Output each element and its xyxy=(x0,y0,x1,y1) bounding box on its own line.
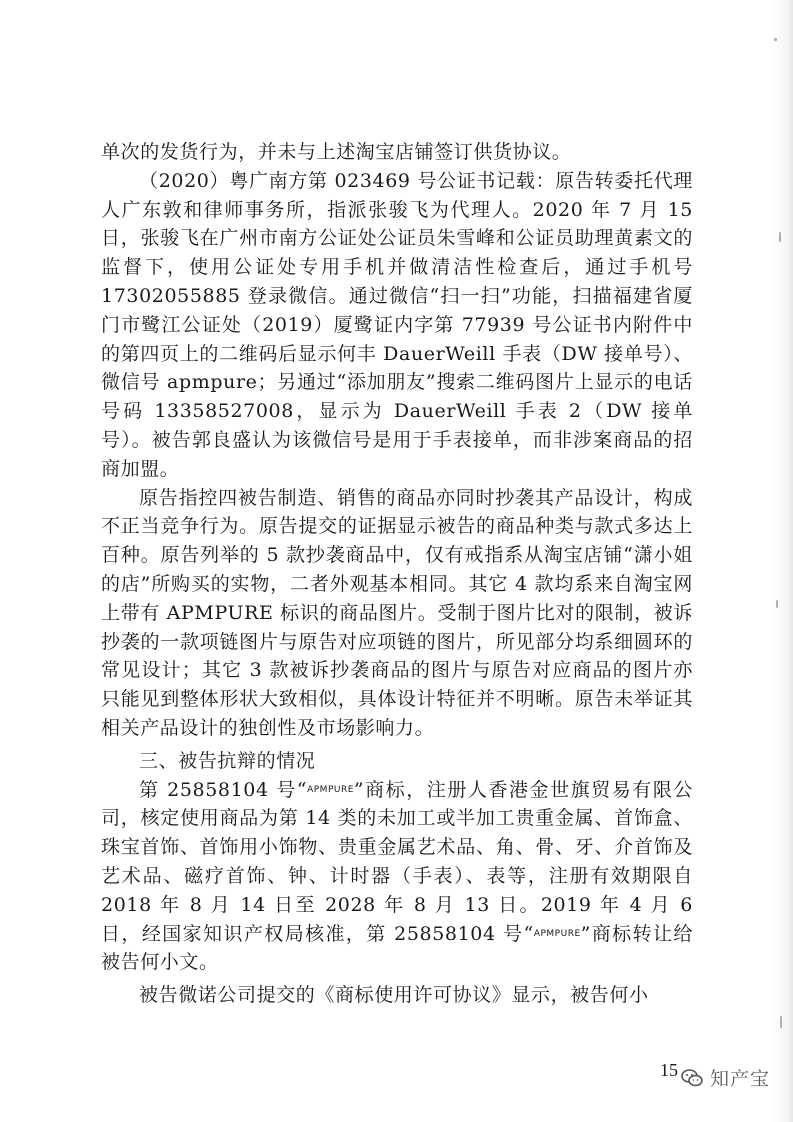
section-heading-defense: 三、被告抗辩的情况 xyxy=(139,749,316,772)
scan-speck xyxy=(780,1016,782,1028)
watermark-text: 知产宝 xyxy=(710,1068,771,1090)
trademark-mark: APMPURE xyxy=(533,928,581,939)
watermark xyxy=(680,1064,770,1091)
paragraph-shipping: 单次的发货行为，并未与上述淘宝店铺签订供货协议。 xyxy=(101,141,572,163)
trademark-text-c: ”商标转让给被告何小文。 xyxy=(101,922,693,974)
paragraph-unfair-competition: 原告指控四被告制造、销售的商品亦同时抄袭其产品设计，构成不正当竞争行为。原告提交的证据显示被告的商品种类与款式多达上百种。原告列举的 5 款抄袭商品中，仅有戒指系从淘宝店铺“潇小姐的店”所购买的实物，二者外观基本相同。其它 4 款均系来自淘宝网上带有 APMPURE 标识的商品图片。受制于图片比对的限制，被诉抄袭的一款项链图片与原告对应项链的图片，所见部分均系细圆环的常见设计；其它 3 款被诉抄袭商品的图片与原告对应商品的图片亦只能见到整体形状大致相似，具体设计特征并不明晰。原告未举证其相关产品设计的独创性及市场影响力。 xyxy=(101,486,693,739)
paragraph-license: 被告微诺公司提交的《商标使用许可协议》显示，被告何小 xyxy=(139,984,649,1007)
trademark-text-a: 第 25858104 号“ xyxy=(139,778,308,801)
scan-speck xyxy=(776,600,778,608)
page-number: 15 xyxy=(660,1060,678,1080)
trademark-mark: APMPURE xyxy=(307,784,354,795)
scan-speck xyxy=(774,38,777,41)
scan-edge-shadow xyxy=(771,0,793,1122)
wechat-icon xyxy=(680,1066,704,1090)
paragraph-notarization: （2020）粤广南方第 023469 号公证书记载：原告转委托代理人广东敦和律师事务所，指派张骏飞为代理人。2020 年 7 月 15 日，张骏飞在广州市南方公证处公证员朱雪峰和公证员助理黄素文的监督下，使用公证处专用手机并做清洁性检查后，通过手机号 17302055885 登录微信。通过微信“扫一扫”功能，扫描福建省厦门市鹭江公证处（2019）厦鹭证内字第 77939 号公证书内附件中的第四页上的二维码后显示何丰 DauerWeill 手表（DW 接单号）、微信号 apmpure；另通过“添加朋友”搜索二维码图片上显示的电话号码 13358527008，显示为 DauerWeill 手表 2（DW 接单号）。被告郭良盛认为该微信号是用于手表接单，而非涉案商品的招商加盟。 xyxy=(101,169,693,480)
document-body xyxy=(101,138,693,1010)
paragraph-trademark xyxy=(101,776,693,978)
scan-speck xyxy=(779,232,781,242)
trademark-text-b: ”商标，注册人香港金世旗贸易有限公司，核定使用商品为第 14 类的未加工或半加工贵重金属、首饰盒、珠宝首饰、首饰用小饰物、贵重金属艺术品、角、骨、牙、介首饰及艺术品、磁疗首饰、钟、计时器（手表）、表等，注册有效期限自 2018 年 8 月 14 日至 2028 年 8 月 13 日。2019 年 4 月 6 日，经国家知识产权局核准，第 25858104 号“ xyxy=(101,778,693,945)
